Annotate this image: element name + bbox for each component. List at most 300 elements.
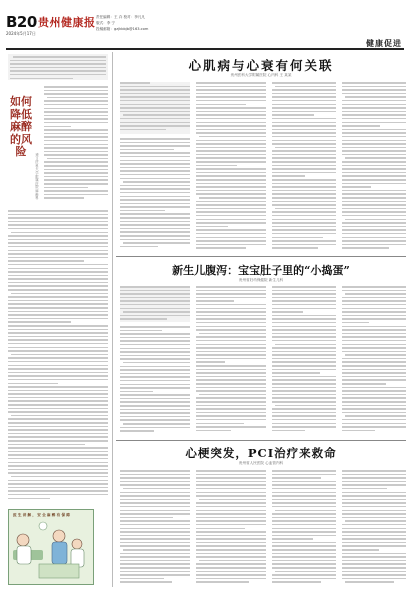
text-line [8, 397, 108, 399]
text-line [8, 325, 108, 327]
text-line [120, 405, 190, 407]
article-2-col-2 [196, 286, 266, 436]
text-line [345, 219, 406, 221]
text-line [120, 531, 190, 533]
text-line [120, 348, 190, 350]
text-line [196, 86, 266, 88]
text-line [8, 242, 108, 244]
text-line [8, 372, 108, 374]
text-line [120, 145, 190, 147]
text-line [120, 373, 190, 375]
text-line [120, 163, 190, 165]
text-line [8, 390, 108, 392]
text-line [8, 257, 108, 259]
text-line [196, 567, 266, 569]
text-line [8, 289, 108, 291]
text-line [272, 560, 336, 562]
text-line [272, 308, 336, 310]
text-line [272, 114, 314, 116]
text-line [196, 89, 266, 91]
text-line [196, 179, 266, 181]
text-line [8, 436, 108, 438]
text-line [196, 340, 266, 342]
text-line [8, 472, 108, 474]
text-line [10, 74, 106, 76]
text-line [342, 344, 406, 346]
text-line [342, 229, 406, 231]
text-line [120, 170, 190, 172]
text-line [199, 333, 266, 335]
text-line [342, 172, 406, 174]
text-line [120, 210, 165, 212]
text-line [196, 100, 266, 102]
text-line [342, 179, 406, 181]
text-line [272, 172, 336, 174]
article-1-title: 心肌病与心衰有何关联 [188, 58, 334, 73]
text-line [120, 553, 190, 555]
text-line [120, 308, 190, 310]
text-line [342, 484, 406, 486]
text-line [8, 246, 108, 248]
text-line [342, 571, 406, 573]
text-line [272, 161, 336, 163]
text-line [272, 233, 336, 235]
text-line [342, 545, 406, 547]
text-line [196, 157, 266, 159]
text-line [196, 322, 266, 324]
text-line [44, 169, 108, 171]
text-line [342, 499, 406, 501]
text-line [272, 419, 336, 421]
text-line [196, 517, 266, 519]
text-line [342, 336, 406, 338]
article-2-rule [116, 440, 406, 441]
text-line [8, 253, 108, 255]
text-line [196, 111, 266, 113]
text-line [272, 183, 336, 185]
text-line [272, 553, 336, 555]
text-line [196, 172, 266, 174]
text-line [199, 499, 266, 501]
text-line [272, 336, 336, 338]
text-line [196, 82, 266, 84]
text-line [120, 484, 190, 486]
text-line [44, 86, 108, 88]
text-line [8, 375, 108, 377]
article-2-byline: 贵州省妇幼保健院 新生儿科 [238, 278, 284, 282]
text-line [342, 412, 406, 414]
text-line [120, 203, 190, 205]
text-line [199, 136, 266, 138]
text-line [342, 405, 406, 407]
text-line [196, 538, 266, 540]
text-line [272, 495, 336, 497]
text-line [342, 201, 406, 203]
text-line [272, 318, 336, 320]
text-line [8, 444, 85, 446]
text-line [272, 293, 336, 295]
text-line [342, 215, 406, 217]
article-2-col-1 [120, 326, 190, 436]
text-line [272, 524, 336, 526]
text-line [196, 387, 266, 389]
text-line [8, 350, 108, 352]
article-3-title: 心梗突发，PCI治疗来救命 [185, 446, 337, 460]
text-line [8, 418, 108, 420]
text-line [342, 542, 406, 544]
text-line [196, 369, 266, 371]
text-line [120, 578, 164, 580]
text-line [342, 233, 406, 235]
text-line [342, 474, 406, 476]
text-line [120, 398, 190, 400]
text-line [272, 286, 336, 288]
sidebar-divider [112, 52, 113, 587]
text-line [196, 492, 266, 494]
text-line [8, 300, 108, 302]
text-line [120, 206, 190, 208]
text-line [120, 366, 190, 368]
text-line [120, 167, 190, 169]
text-line [342, 365, 406, 367]
text-line [272, 513, 336, 515]
text-line [120, 221, 190, 223]
text-line [8, 361, 108, 363]
text-line [196, 372, 266, 374]
text-line [342, 394, 406, 396]
text-line [342, 322, 369, 324]
text-line [272, 322, 336, 324]
text-line [196, 405, 266, 407]
text-line [272, 300, 336, 302]
text-line [272, 470, 336, 472]
text-line [196, 175, 266, 177]
text-line [196, 510, 266, 512]
text-line [272, 387, 336, 389]
text-line [44, 179, 108, 181]
text-line [342, 86, 406, 88]
text-line [196, 129, 266, 131]
text-line [196, 186, 266, 188]
text-line [196, 376, 266, 378]
text-line [8, 268, 108, 270]
text-line [342, 315, 406, 317]
text-line [275, 510, 336, 512]
text-line [345, 581, 394, 583]
text-line [342, 290, 406, 292]
text-line [345, 96, 406, 98]
text-line [196, 571, 266, 573]
text-line [8, 494, 108, 496]
text-line [10, 63, 106, 65]
text-line [8, 329, 108, 331]
text-line [120, 358, 190, 360]
article-1-col-4 [342, 82, 406, 252]
text-line [123, 242, 190, 244]
text-line [8, 282, 108, 284]
text-line [275, 405, 336, 407]
text-line [272, 394, 336, 396]
text-line [196, 104, 246, 106]
section-name: 健康促进 [366, 39, 402, 48]
text-line [342, 488, 387, 490]
text-line [120, 535, 190, 537]
article-1-byline: 贵州医科大学附属医院 心内科 王 某某 [230, 73, 292, 77]
text-line [272, 329, 336, 331]
text-line [196, 474, 266, 476]
text-line [342, 308, 406, 310]
text-line [345, 157, 406, 159]
text-line [275, 208, 336, 210]
text-line [120, 96, 190, 98]
text-line [120, 545, 190, 547]
text-line [120, 160, 190, 162]
text-line [8, 365, 108, 367]
text-line [342, 211, 406, 213]
text-line [196, 361, 225, 363]
text-line [196, 412, 266, 414]
text-line [120, 89, 190, 91]
text-line [44, 165, 108, 167]
text-line [8, 318, 108, 320]
text-line [120, 430, 154, 432]
article-1-col-1 [120, 138, 190, 252]
text-line [342, 372, 406, 374]
text-line [342, 240, 406, 242]
text-line [196, 286, 266, 288]
text-line [272, 556, 336, 558]
text-line [120, 337, 190, 339]
text-line [342, 347, 406, 349]
text-line [272, 129, 336, 131]
text-line [342, 376, 406, 378]
text-line [342, 506, 406, 508]
text-line [272, 430, 305, 432]
text-line [272, 502, 336, 504]
text-line [342, 556, 406, 558]
text-line [44, 108, 108, 110]
text-line [120, 477, 190, 479]
text-line [272, 311, 303, 313]
text-line [342, 383, 386, 385]
text-line [272, 315, 336, 317]
text-line [196, 351, 266, 353]
text-line [123, 114, 190, 116]
text-line [342, 517, 406, 519]
text-line [8, 235, 108, 237]
page-header [0, 0, 410, 48]
text-line [120, 470, 190, 472]
text-line [272, 240, 336, 242]
text-line [272, 354, 336, 356]
text-line [342, 226, 406, 228]
text-line [120, 304, 190, 306]
text-line [196, 190, 266, 192]
text-line [342, 311, 406, 313]
text-line [8, 271, 108, 273]
text-line [196, 484, 266, 486]
text-line [120, 192, 190, 194]
text-line [8, 400, 108, 402]
text-line [272, 168, 336, 170]
text-line [272, 237, 323, 239]
text-line [196, 563, 266, 565]
text-line [196, 329, 266, 331]
text-line [120, 474, 190, 476]
article-1-col-2 [196, 82, 266, 252]
sidebar-lower-text [8, 210, 108, 504]
page-number: B20 [6, 13, 37, 31]
text-line [10, 78, 73, 80]
text-line [120, 293, 190, 295]
text-line [272, 179, 336, 181]
text-line [120, 538, 190, 540]
text-line [44, 197, 84, 199]
text-line [272, 193, 336, 195]
text-line [342, 470, 406, 472]
text-line [120, 510, 190, 512]
article-1-col-3 [272, 82, 336, 252]
text-line [8, 278, 108, 280]
text-line [342, 333, 406, 335]
text-line [272, 545, 336, 547]
text-line [120, 330, 162, 332]
text-line [196, 354, 266, 356]
text-line [272, 222, 336, 224]
text-line [196, 233, 266, 235]
text-line [196, 470, 266, 472]
text-line [44, 172, 108, 174]
text-line [120, 369, 190, 371]
text-line [272, 290, 336, 292]
text-line [342, 286, 406, 288]
text-line [272, 96, 336, 98]
text-line [44, 100, 108, 102]
text-line [8, 383, 58, 385]
text-line [272, 201, 336, 203]
text-line [8, 336, 108, 338]
text-line [120, 581, 172, 583]
text-line [272, 376, 336, 378]
text-line [342, 304, 406, 306]
text-line [8, 447, 108, 449]
text-line [272, 520, 336, 522]
text-line [342, 538, 406, 540]
text-line [272, 492, 336, 494]
text-line [272, 82, 336, 84]
text-line [342, 197, 406, 199]
text-line [120, 384, 190, 386]
text-line [44, 93, 108, 95]
text-line [196, 118, 266, 120]
text-line [196, 150, 266, 152]
text-line [342, 222, 406, 224]
text-line [342, 125, 380, 127]
text-line [44, 183, 108, 185]
text-line [120, 524, 190, 526]
text-line [342, 150, 406, 152]
text-line [120, 235, 190, 237]
text-line [44, 122, 108, 124]
text-line [120, 563, 190, 565]
text-line [120, 556, 190, 558]
text-line [196, 315, 266, 317]
text-line [272, 506, 336, 508]
article-3-col-1 [120, 470, 190, 588]
text-line [44, 154, 108, 156]
article-2-intro [120, 286, 190, 322]
text-line [196, 208, 266, 210]
text-line [196, 545, 266, 547]
text-line [272, 358, 336, 360]
editor-line: 责任编辑：王 卉 校对：李凡凡 [96, 15, 146, 19]
text-line [272, 563, 336, 565]
text-line [342, 492, 406, 494]
text-line [8, 429, 108, 431]
text-line [196, 397, 266, 399]
text-line [342, 93, 406, 95]
text-line [272, 423, 336, 425]
text-line [120, 571, 190, 573]
text-line [275, 147, 336, 149]
text-line [196, 390, 266, 392]
text-line [120, 142, 190, 144]
text-line [44, 133, 108, 135]
text-line [342, 502, 406, 504]
text-line [120, 228, 190, 230]
text-line [196, 506, 266, 508]
text-line [275, 344, 336, 346]
text-line [342, 122, 406, 124]
text-line [8, 404, 108, 406]
text-line [44, 147, 108, 149]
text-line [120, 286, 190, 288]
text-line [10, 67, 106, 69]
header-rule [6, 48, 404, 50]
text-line [196, 488, 266, 490]
text-line [8, 275, 108, 277]
text-line [196, 222, 266, 224]
text-line [8, 426, 108, 428]
text-line [342, 495, 406, 497]
text-line [8, 296, 108, 298]
text-line [345, 520, 406, 522]
text-line [44, 115, 108, 117]
text-line [272, 397, 336, 399]
text-line [120, 376, 190, 378]
text-line [11, 293, 108, 295]
text-line [272, 474, 336, 476]
text-line [272, 100, 336, 102]
text-line [342, 244, 406, 246]
text-line [120, 351, 190, 353]
text-line [199, 394, 266, 396]
text-line [120, 574, 190, 576]
text-line [196, 318, 266, 320]
text-line [272, 297, 336, 299]
article-2-col-3 [272, 286, 336, 436]
text-line [10, 60, 106, 62]
text-line [272, 340, 336, 342]
article-3-col-3 [272, 470, 336, 588]
text-line [342, 114, 406, 116]
text-line [44, 176, 108, 178]
text-line [196, 365, 266, 367]
text-line [342, 567, 406, 569]
text-line [120, 513, 190, 515]
text-line [272, 122, 336, 124]
text-line [196, 502, 266, 504]
